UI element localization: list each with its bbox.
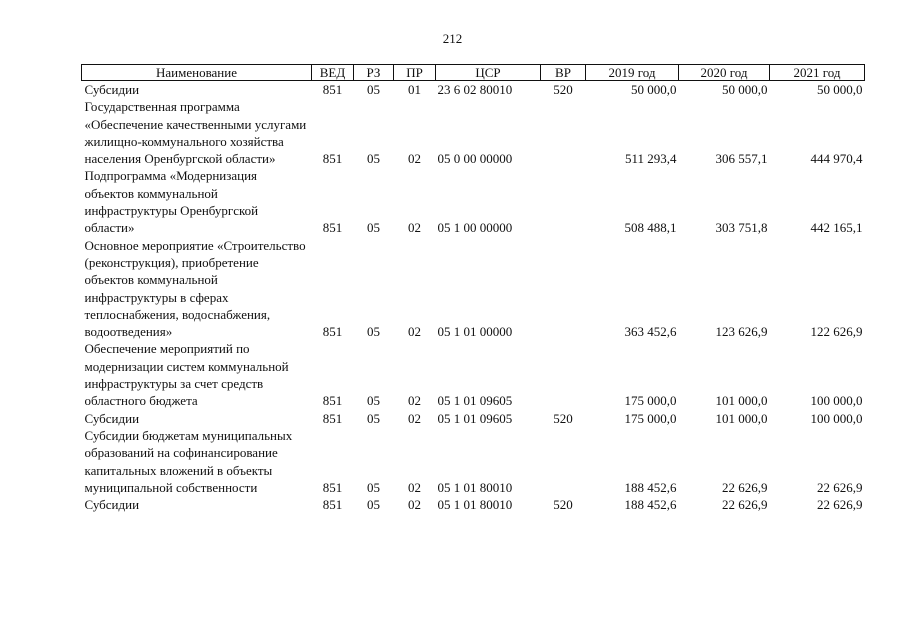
cell-name: Государственная программа «Обеспечение качественными услугами жилищно-коммунального хозяйства населения Оренбургской области»	[84, 99, 307, 167]
cell-vr: 520	[553, 497, 573, 513]
cell-vr	[541, 167, 586, 236]
cell-name: Основное мероприятие «Строительство (реконструкция), приобретение объектов коммунальной инфраструктуры в сферах теплоснабжения, водоснабжения, водоотведения»	[84, 237, 306, 340]
cell-ved: 851	[322, 82, 343, 97]
cell-name: Подпрограмма «Модернизация объектов коммунальной инфраструктуры Оренбургской области»	[84, 168, 259, 236]
table-row	[82, 496, 865, 513]
cell-csr: 05 1 01 09605	[437, 410, 513, 426]
header-csr: ЦСР	[436, 65, 541, 81]
table-row	[82, 340, 865, 409]
table-row	[82, 167, 865, 236]
cell-2020: 22 626,9	[722, 479, 768, 495]
cell-csr: 05 1 00 00000	[437, 220, 513, 236]
cell-2020: 50 000,0	[722, 82, 768, 97]
cell-pr: 02	[408, 497, 421, 513]
cell-pr: 02	[408, 410, 421, 426]
cell-ved: 851	[322, 497, 343, 513]
header-name: Наименование	[82, 65, 312, 81]
budget-table	[81, 64, 865, 513]
cell-ved: 851	[322, 151, 343, 167]
cell-ved: 851	[322, 220, 343, 236]
cell-pr: 02	[408, 393, 421, 409]
cell-2021: 22 626,9	[817, 497, 863, 513]
header-2019: 2019 год	[586, 65, 679, 81]
cell-2019: 175 000,0	[624, 393, 677, 409]
cell-rz: 05	[367, 393, 380, 409]
cell-name: Субсидии	[84, 497, 140, 513]
table-row	[82, 427, 865, 496]
cell-2020: 22 626,9	[722, 497, 768, 513]
table-row	[82, 98, 865, 167]
cell-ved: 851	[322, 393, 343, 409]
cell-csr: 05 0 00 00000	[437, 151, 513, 167]
cell-2019: 363 452,6	[624, 324, 677, 340]
cell-2021: 444 970,4	[810, 151, 863, 167]
cell-rz: 05	[367, 82, 380, 97]
cell-vr: 520	[553, 82, 573, 97]
cell-2020: 303 751,8	[715, 220, 768, 236]
cell-vr	[541, 98, 586, 167]
cell-rz: 05	[367, 151, 380, 167]
table-row	[82, 237, 865, 341]
cell-2019: 50 000,0	[631, 82, 677, 97]
cell-vr	[541, 237, 586, 341]
cell-pr: 02	[408, 324, 421, 340]
cell-name: Субсидии бюджетам муниципальных образований на софинансирование капитальных вложений в объекты муниципальной собственности	[84, 427, 293, 495]
cell-2019: 175 000,0	[624, 410, 677, 426]
header-vr: ВР	[541, 65, 586, 81]
cell-2019: 188 452,6	[624, 479, 677, 495]
cell-2021: 442 165,1	[810, 220, 863, 236]
table-row	[82, 410, 865, 427]
cell-ved: 851	[322, 479, 343, 495]
page-number: 212	[442, 31, 463, 46]
cell-2019: 508 488,1	[624, 220, 677, 236]
cell-rz: 05	[367, 479, 380, 495]
cell-rz: 05	[367, 497, 380, 513]
cell-csr: 05 1 01 80010	[437, 479, 513, 495]
cell-2020: 123 626,9	[715, 324, 768, 340]
cell-2020: 306 557,1	[715, 151, 768, 167]
cell-vr	[541, 427, 586, 496]
cell-vr	[541, 340, 586, 409]
cell-2021: 50 000,0	[817, 82, 863, 97]
cell-pr: 01	[408, 82, 421, 97]
cell-csr: 05 1 01 80010	[437, 497, 513, 513]
cell-pr: 02	[408, 479, 421, 495]
header-ved: ВЕД	[312, 65, 354, 81]
header-pr: ПР	[394, 65, 436, 81]
cell-csr: 23 6 02 80010	[437, 82, 513, 97]
table-row	[82, 81, 865, 99]
cell-2020: 101 000,0	[715, 410, 768, 426]
cell-vr: 520	[553, 410, 573, 426]
cell-name: Субсидии	[84, 82, 140, 97]
header-rz: РЗ	[354, 65, 394, 81]
header-2020: 2020 год	[679, 65, 770, 81]
cell-name: Субсидии	[84, 410, 140, 426]
cell-name: Обеспечение мероприятий по модернизации систем коммунальной инфраструктуры за счет средств областного бюджета	[84, 341, 289, 409]
cell-2021: 100 000,0	[810, 393, 863, 409]
table-header-row	[82, 65, 865, 81]
cell-csr: 05 1 01 09605	[437, 393, 513, 409]
cell-pr: 02	[408, 151, 421, 167]
cell-2019: 188 452,6	[624, 497, 677, 513]
cell-pr: 02	[408, 220, 421, 236]
cell-2021: 122 626,9	[810, 324, 863, 340]
header-2021: 2021 год	[770, 65, 865, 81]
cell-csr: 05 1 01 00000	[437, 324, 513, 340]
cell-ved: 851	[322, 324, 343, 340]
cell-rz: 05	[367, 324, 380, 340]
cell-2019: 511 293,4	[624, 151, 677, 167]
cell-2020: 101 000,0	[715, 393, 768, 409]
cell-rz: 05	[367, 220, 380, 236]
cell-2021: 22 626,9	[817, 479, 863, 495]
cell-ved: 851	[322, 410, 343, 426]
cell-rz: 05	[367, 410, 380, 426]
cell-2021: 100 000,0	[810, 410, 863, 426]
